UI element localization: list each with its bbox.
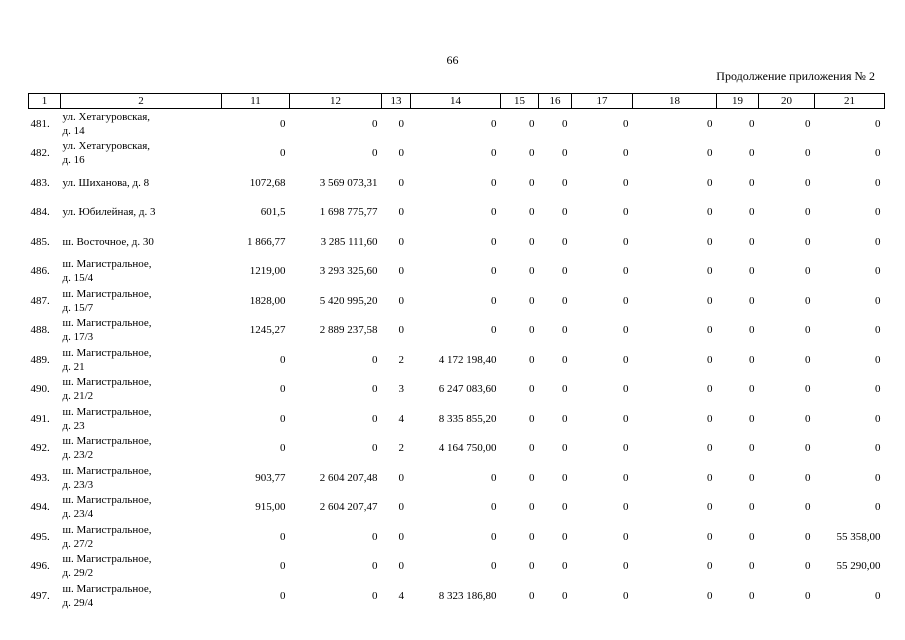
cell-col-20: 0 [805, 501, 811, 514]
address-line: д. 23/3 [62, 478, 94, 491]
cell-col-18: 0 [707, 383, 713, 396]
cell-col-17: 0 [623, 501, 629, 514]
cell-col-15: 0 [529, 412, 535, 425]
address-line: ул. Хетагуровская, [62, 140, 151, 153]
cell-col-19: 0 [749, 265, 755, 278]
cell-col-12: 3 293 325,60 [319, 265, 378, 278]
table-row [29, 257, 885, 287]
cell-col-13: 3 [398, 383, 404, 396]
address-line: ш. Магистральное, [62, 523, 152, 536]
cell-col-11: 0 [280, 442, 286, 455]
row-number: 482. [30, 147, 50, 160]
table-row [29, 552, 885, 582]
cell-col-14: 0 [491, 324, 497, 337]
cell-col-13: 0 [398, 530, 404, 543]
cell-col-20: 0 [805, 471, 811, 484]
cell-col-18: 0 [707, 147, 713, 160]
cell-col-12: 2 889 237,58 [319, 324, 378, 337]
cell-col-15: 0 [529, 501, 535, 514]
address-line: ул. Хетагуровская, [62, 110, 151, 123]
address-line: ул. Шиханова, д. 8 [62, 176, 150, 189]
cell-col-12: 0 [372, 147, 378, 160]
address-cell [61, 168, 222, 198]
cell-col-20: 0 [805, 147, 811, 160]
cell-col-21: 55 290,00 [836, 560, 881, 573]
table-row [29, 198, 885, 228]
cell-col-12: 0 [372, 117, 378, 130]
column-header: 15 [501, 94, 539, 109]
address-line: д. 27/2 [62, 537, 94, 550]
cell-col-19: 0 [749, 294, 755, 307]
cell-col-16: 0 [562, 501, 568, 514]
cell-col-17: 0 [623, 589, 629, 602]
cell-col-14: 0 [491, 501, 497, 514]
cell-col-11: 0 [280, 589, 286, 602]
cell-col-15: 0 [529, 294, 535, 307]
cell-col-11: 0 [280, 560, 286, 573]
column-header: 21 [815, 94, 885, 109]
cell-col-16: 0 [562, 265, 568, 278]
row-number: 495. [30, 530, 50, 543]
cell-col-18: 0 [707, 442, 713, 455]
cell-col-19: 0 [749, 206, 755, 219]
address-line: д. 29/2 [62, 567, 94, 580]
appendix-continuation-label: Продолжение приложения № 2 [716, 69, 875, 83]
address-cell [61, 109, 222, 139]
address-cell [61, 375, 222, 405]
cell-col-13: 0 [398, 560, 404, 573]
address-cell [61, 198, 222, 228]
cell-col-21: 0 [875, 589, 881, 602]
address-line: ш. Магистральное, [62, 346, 152, 359]
cell-col-19: 0 [749, 353, 755, 366]
cell-col-19: 0 [749, 589, 755, 602]
cell-col-13: 0 [398, 235, 404, 248]
column-header: 12 [290, 94, 382, 109]
cell-col-16: 0 [562, 294, 568, 307]
cell-col-14: 4 164 750,00 [438, 442, 497, 455]
cell-col-20: 0 [805, 206, 811, 219]
cell-col-11: 903,77 [255, 471, 286, 484]
column-header: 19 [717, 94, 759, 109]
address-line: ш. Магистральное, [62, 258, 152, 271]
cell-col-15: 0 [529, 117, 535, 130]
cell-col-18: 0 [707, 353, 713, 366]
cell-col-11: 1072,68 [249, 176, 286, 189]
cell-col-11: 0 [280, 353, 286, 366]
cell-col-12: 2 604 207,47 [319, 501, 378, 514]
address-line: д. 21 [62, 360, 85, 373]
cell-col-19: 0 [749, 442, 755, 455]
cell-col-19: 0 [749, 530, 755, 543]
cell-col-20: 0 [805, 324, 811, 337]
row-number: 483. [30, 176, 50, 189]
address-cell [61, 286, 222, 316]
cell-col-20: 0 [805, 176, 811, 189]
cell-col-15: 0 [529, 147, 535, 160]
cell-col-16: 0 [562, 383, 568, 396]
appendix-table [28, 93, 885, 611]
cell-col-15: 0 [529, 560, 535, 573]
column-header: 13 [382, 94, 411, 109]
row-number: 494. [30, 501, 50, 514]
cell-col-14: 0 [491, 560, 497, 573]
cell-col-21: 0 [875, 147, 881, 160]
cell-col-16: 0 [562, 324, 568, 337]
row-number: 486. [30, 265, 50, 278]
address-cell [61, 257, 222, 287]
table-row [29, 581, 885, 611]
cell-col-16: 0 [562, 589, 568, 602]
cell-col-15: 0 [529, 235, 535, 248]
cell-col-17: 0 [623, 294, 629, 307]
row-number: 487. [30, 294, 50, 307]
cell-col-17: 0 [623, 147, 629, 160]
cell-col-15: 0 [529, 530, 535, 543]
table-row [29, 227, 885, 257]
cell-col-11: 1245,27 [249, 324, 286, 337]
cell-col-12: 0 [372, 383, 378, 396]
cell-col-15: 0 [529, 265, 535, 278]
row-number: 493. [30, 471, 50, 484]
cell-col-17: 0 [623, 442, 629, 455]
cell-col-16: 0 [562, 530, 568, 543]
column-header-row [29, 94, 885, 109]
row-number: 491. [30, 412, 50, 425]
cell-col-20: 0 [805, 442, 811, 455]
cell-col-17: 0 [623, 471, 629, 484]
cell-col-19: 0 [749, 117, 755, 130]
cell-col-11: 1 866,77 [247, 235, 286, 248]
cell-col-21: 0 [875, 235, 881, 248]
cell-col-11: 915,00 [255, 501, 286, 514]
cell-col-11: 0 [280, 383, 286, 396]
table-row [29, 168, 885, 198]
cell-col-21: 0 [875, 383, 881, 396]
address-line: д. 29/4 [62, 596, 94, 609]
cell-col-19: 0 [749, 560, 755, 573]
row-number: 481. [30, 117, 50, 130]
column-header: 2 [61, 94, 222, 109]
cell-col-17: 0 [623, 383, 629, 396]
address-line: д. 23/2 [62, 449, 94, 462]
address-cell [61, 316, 222, 346]
cell-col-20: 0 [805, 294, 811, 307]
cell-col-21: 0 [875, 501, 881, 514]
table-row [29, 434, 885, 464]
table-row [29, 522, 885, 552]
cell-col-17: 0 [623, 235, 629, 248]
table-row [29, 404, 885, 434]
table-row [29, 463, 885, 493]
address-cell [61, 522, 222, 552]
address-line: ш. Восточное, д. 30 [62, 235, 154, 248]
column-header: 14 [411, 94, 501, 109]
table-row [29, 286, 885, 316]
address-cell [61, 139, 222, 169]
cell-col-21: 0 [875, 176, 881, 189]
cell-col-16: 0 [562, 353, 568, 366]
cell-col-18: 0 [707, 589, 713, 602]
column-header: 16 [539, 94, 572, 109]
cell-col-16: 0 [562, 147, 568, 160]
cell-col-18: 0 [707, 206, 713, 219]
cell-col-12: 0 [372, 442, 378, 455]
cell-col-17: 0 [623, 324, 629, 337]
cell-col-16: 0 [562, 117, 568, 130]
cell-col-11: 0 [280, 412, 286, 425]
cell-col-21: 0 [875, 117, 881, 130]
cell-col-18: 0 [707, 265, 713, 278]
address-cell [61, 463, 222, 493]
cell-col-15: 0 [529, 206, 535, 219]
cell-col-13: 4 [398, 412, 404, 425]
cell-col-11: 0 [280, 530, 286, 543]
cell-col-14: 0 [491, 530, 497, 543]
row-number: 485. [30, 235, 50, 248]
cell-col-17: 0 [623, 265, 629, 278]
row-number: 490. [30, 383, 50, 396]
cell-col-14: 0 [491, 235, 497, 248]
address-line: д. 14 [62, 124, 85, 137]
column-header: 17 [572, 94, 633, 109]
cell-col-18: 0 [707, 324, 713, 337]
address-line: ш. Магистральное, [62, 317, 152, 330]
cell-col-19: 0 [749, 235, 755, 248]
cell-col-13: 0 [398, 294, 404, 307]
cell-col-16: 0 [562, 471, 568, 484]
cell-col-12: 0 [372, 353, 378, 366]
cell-col-19: 0 [749, 412, 755, 425]
address-line: ш. Магистральное, [62, 376, 152, 389]
cell-col-12: 2 604 207,48 [319, 471, 378, 484]
column-header: 18 [633, 94, 717, 109]
cell-col-16: 0 [562, 412, 568, 425]
cell-col-17: 0 [623, 353, 629, 366]
address-line: д. 23 [62, 419, 85, 432]
page-number: 66 [446, 53, 459, 67]
cell-col-12: 3 285 111,60 [320, 235, 378, 248]
cell-col-12: 0 [372, 589, 378, 602]
cell-col-17: 0 [623, 176, 629, 189]
cell-col-18: 0 [707, 294, 713, 307]
cell-col-18: 0 [707, 117, 713, 130]
row-number: 496. [30, 560, 50, 573]
cell-col-11: 601,5 [260, 206, 286, 219]
table-row [29, 375, 885, 405]
cell-col-13: 0 [398, 324, 404, 337]
address-line: д. 15/7 [62, 301, 94, 314]
column-header: 20 [759, 94, 815, 109]
table-body [29, 109, 885, 611]
address-line: д. 15/4 [62, 272, 94, 285]
cell-col-13: 0 [398, 471, 404, 484]
cell-col-11: 0 [280, 117, 286, 130]
cell-col-16: 0 [562, 176, 568, 189]
row-number: 484. [30, 206, 50, 219]
cell-col-21: 0 [875, 265, 881, 278]
row-number: 489. [30, 353, 50, 366]
cell-col-12: 0 [372, 412, 378, 425]
cell-col-15: 0 [529, 324, 535, 337]
cell-col-14: 6 247 083,60 [438, 383, 497, 396]
cell-col-14: 0 [491, 206, 497, 219]
cell-col-14: 4 172 198,40 [438, 353, 497, 366]
cell-col-17: 0 [623, 530, 629, 543]
cell-col-21: 0 [875, 353, 881, 366]
column-header: 1 [29, 94, 61, 109]
address-line: ш. Магистральное, [62, 405, 152, 418]
cell-col-20: 0 [805, 530, 811, 543]
cell-col-12: 3 569 073,31 [319, 176, 378, 189]
cell-col-21: 0 [875, 471, 881, 484]
address-line: ш. Магистральное, [62, 435, 152, 448]
address-cell [61, 404, 222, 434]
cell-col-15: 0 [529, 589, 535, 602]
cell-col-14: 0 [491, 147, 497, 160]
cell-col-16: 0 [562, 235, 568, 248]
table-row [29, 109, 885, 139]
cell-col-20: 0 [805, 589, 811, 602]
cell-col-21: 0 [875, 294, 881, 307]
cell-col-17: 0 [623, 560, 629, 573]
cell-col-16: 0 [562, 442, 568, 455]
cell-col-18: 0 [707, 560, 713, 573]
cell-col-13: 0 [398, 147, 404, 160]
cell-col-15: 0 [529, 383, 535, 396]
cell-col-11: 1219,00 [249, 265, 286, 278]
table-row [29, 139, 885, 169]
cell-col-18: 0 [707, 501, 713, 514]
cell-col-21: 0 [875, 324, 881, 337]
cell-col-12: 0 [372, 530, 378, 543]
cell-col-19: 0 [749, 501, 755, 514]
cell-col-20: 0 [805, 117, 811, 130]
cell-col-14: 0 [491, 265, 497, 278]
cell-col-17: 0 [623, 206, 629, 219]
cell-col-17: 0 [623, 412, 629, 425]
cell-col-19: 0 [749, 324, 755, 337]
cell-col-14: 8 323 186,80 [438, 589, 497, 602]
cell-col-19: 0 [749, 383, 755, 396]
cell-col-13: 0 [398, 206, 404, 219]
address-cell [61, 552, 222, 582]
cell-col-19: 0 [749, 471, 755, 484]
cell-col-19: 0 [749, 147, 755, 160]
row-number: 488. [30, 324, 50, 337]
cell-col-13: 2 [398, 442, 404, 455]
cell-col-14: 0 [491, 471, 497, 484]
cell-col-11: 0 [280, 147, 286, 160]
table-row [29, 493, 885, 523]
cell-col-14: 0 [491, 294, 497, 307]
cell-col-18: 0 [707, 530, 713, 543]
address-cell [61, 227, 222, 257]
cell-col-13: 0 [398, 501, 404, 514]
address-cell [61, 345, 222, 375]
column-header: 11 [222, 94, 290, 109]
cell-col-15: 0 [529, 176, 535, 189]
address-line: ш. Магистральное, [62, 287, 152, 300]
cell-col-12: 0 [372, 560, 378, 573]
table-row [29, 345, 885, 375]
cell-col-18: 0 [707, 176, 713, 189]
cell-col-20: 0 [805, 383, 811, 396]
cell-col-13: 0 [398, 176, 404, 189]
row-number: 492. [30, 442, 50, 455]
cell-col-15: 0 [529, 471, 535, 484]
address-cell [61, 493, 222, 523]
address-line: д. 23/4 [62, 508, 94, 521]
cell-col-20: 0 [805, 560, 811, 573]
cell-col-14: 0 [491, 117, 497, 130]
cell-col-13: 2 [398, 353, 404, 366]
cell-col-20: 0 [805, 412, 811, 425]
cell-col-19: 0 [749, 176, 755, 189]
cell-col-11: 1828,00 [249, 294, 286, 307]
address-line: ш. Магистральное, [62, 553, 152, 566]
address-line: д. 17/3 [62, 331, 94, 344]
cell-col-14: 8 335 855,20 [438, 412, 497, 425]
cell-col-21: 0 [875, 412, 881, 425]
cell-col-13: 4 [398, 589, 404, 602]
cell-col-18: 0 [707, 471, 713, 484]
address-line: д. 16 [62, 154, 85, 167]
cell-col-16: 0 [562, 206, 568, 219]
cell-col-20: 0 [805, 353, 811, 366]
address-cell [61, 581, 222, 611]
cell-col-14: 0 [491, 176, 497, 189]
cell-col-17: 0 [623, 117, 629, 130]
address-line: ш. Магистральное, [62, 582, 152, 595]
cell-col-21: 0 [875, 442, 881, 455]
cell-col-12: 1 698 775,77 [319, 206, 378, 219]
cell-col-18: 0 [707, 235, 713, 248]
cell-col-12: 5 420 995,20 [319, 294, 378, 307]
row-number: 497. [30, 589, 50, 602]
cell-col-21: 55 358,00 [836, 530, 881, 543]
address-line: ш. Магистральное, [62, 494, 152, 507]
cell-col-20: 0 [805, 265, 811, 278]
cell-col-13: 0 [398, 117, 404, 130]
address-line: ул. Юбилейная, д. 3 [62, 206, 156, 219]
cell-col-21: 0 [875, 206, 881, 219]
address-cell [61, 434, 222, 464]
cell-col-15: 0 [529, 442, 535, 455]
cell-col-15: 0 [529, 353, 535, 366]
table-row [29, 316, 885, 346]
cell-col-18: 0 [707, 412, 713, 425]
cell-col-20: 0 [805, 235, 811, 248]
cell-col-16: 0 [562, 560, 568, 573]
cell-col-13: 0 [398, 265, 404, 278]
address-line: д. 21/2 [62, 390, 94, 403]
address-line: ш. Магистральное, [62, 464, 152, 477]
